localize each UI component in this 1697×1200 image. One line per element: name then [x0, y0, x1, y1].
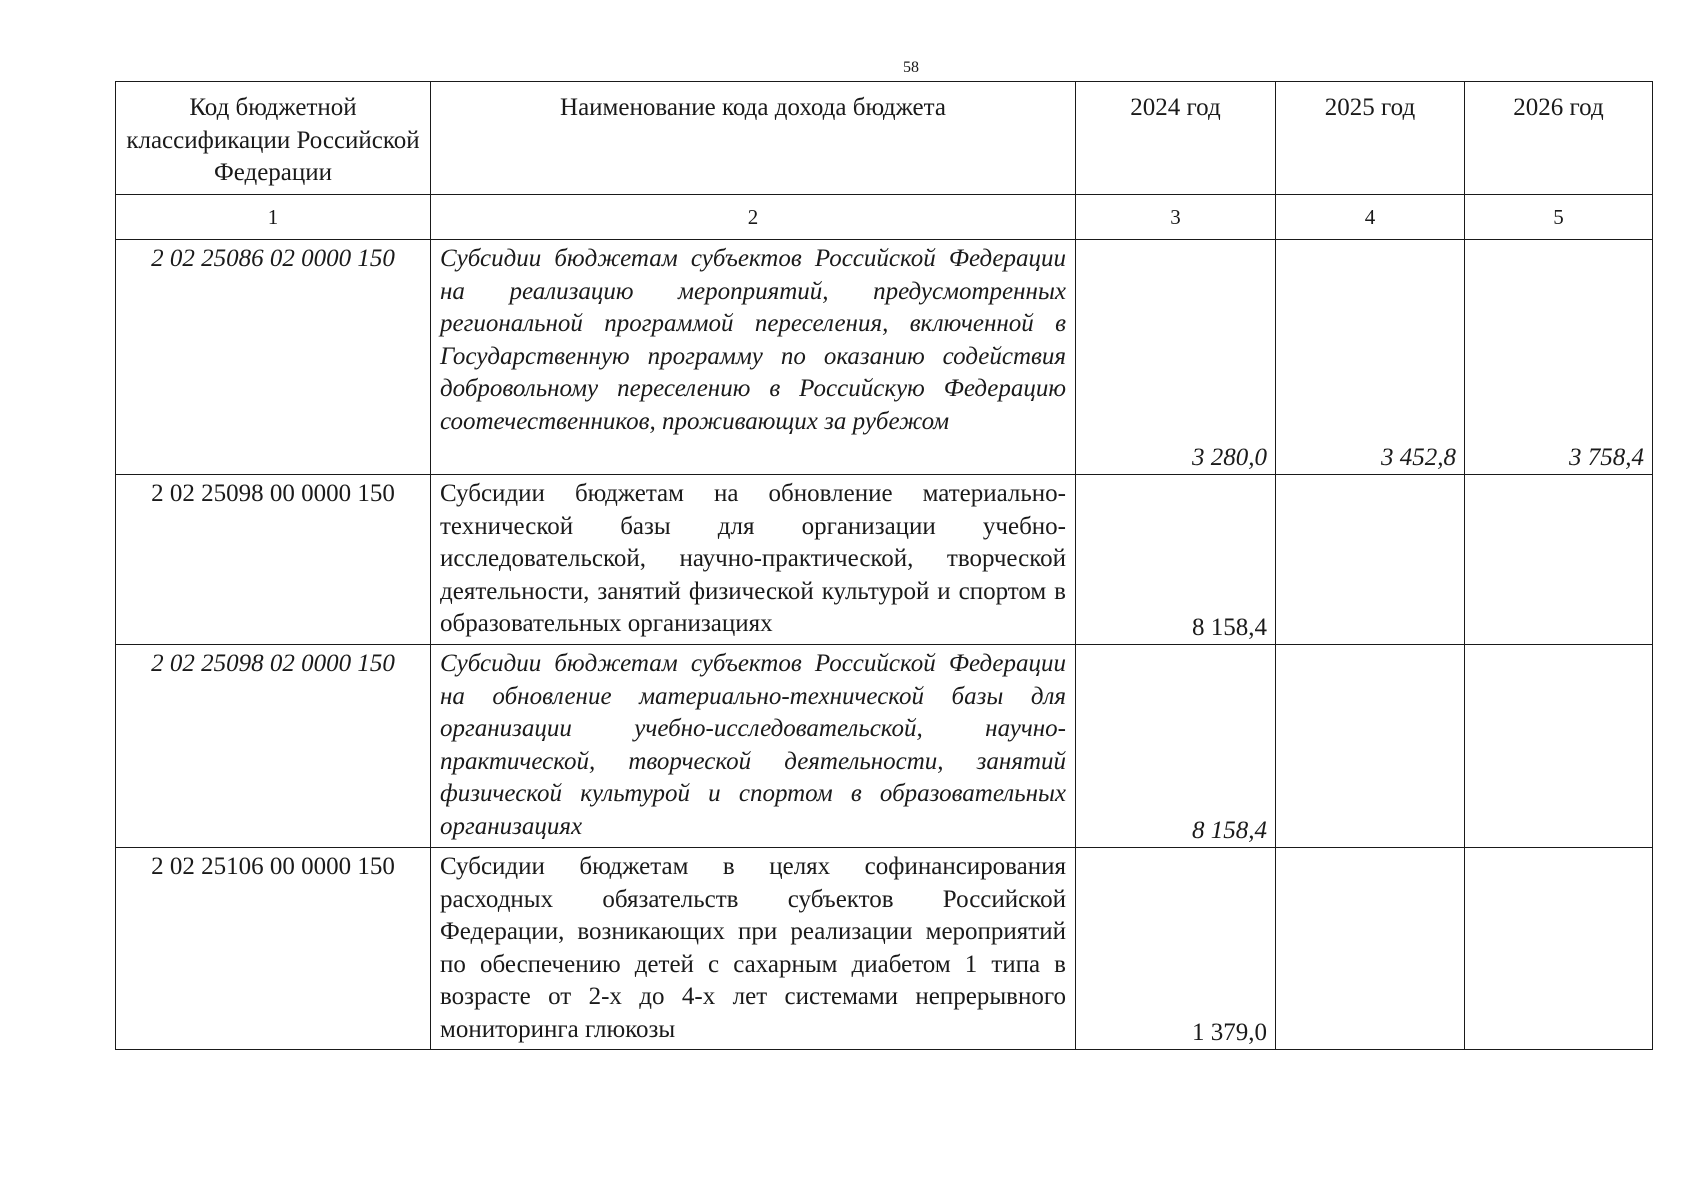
value-2024-cell: 8 158,4 — [1076, 645, 1276, 848]
income-name-cell: Субсидии бюджетам на обновление материально-технической базы для организации учебно-исследовательской, научно-практической, творческой деятельности, занятий физической культурой и спортом в образовательных организациях — [431, 475, 1076, 645]
value-2026-cell: 3 758,4 — [1465, 240, 1653, 475]
value-2024-cell: 1 379,0 — [1076, 848, 1276, 1050]
column-number: 2 — [431, 195, 1076, 240]
value-2025-cell — [1276, 848, 1465, 1050]
value-2025-cell — [1276, 475, 1465, 645]
header-budget-code: Код бюджетной классификации Российской Федерации — [116, 82, 431, 195]
header-year-2026: 2026 год — [1465, 82, 1653, 195]
budget-code-cell: 2 02 25106 00 0000 150 — [116, 848, 431, 1050]
income-name-cell: Субсидии бюджетам в целях софинансирования расходных обязательств субъектов Российской Федерации, возникающих при реализации мероприятий по обеспечению детей с сахарным диабетом 1 типа в возрасте от 2-х до 4-х лет системами непрерывного мониторинга глюкозы — [431, 848, 1076, 1050]
column-number-row — [116, 195, 1653, 240]
column-number: 3 — [1076, 195, 1276, 240]
column-number: 4 — [1276, 195, 1465, 240]
header-income-name: Наименование кода дохода бюджета — [431, 82, 1076, 195]
value-2026-cell — [1465, 645, 1653, 848]
column-number: 1 — [116, 195, 431, 240]
value-2025-cell — [1276, 645, 1465, 848]
budget-code-cell: 2 02 25098 00 0000 150 — [116, 475, 431, 645]
table-header-row — [116, 82, 1653, 195]
income-name-cell: Субсидии бюджетам субъектов Российской Федерации на реализацию мероприятий, предусмотренных региональной программой переселения, включенной в Государственную программу по оказанию содействия добровольному переселению в Российскую Федерацию соотечественников, проживающих за рубежом — [431, 240, 1076, 475]
table-row — [116, 240, 1653, 475]
value-2024-cell: 3 280,0 — [1076, 240, 1276, 475]
budget-code-cell: 2 02 25086 02 0000 150 — [116, 240, 431, 475]
value-2026-cell — [1465, 475, 1653, 645]
table-row — [116, 645, 1653, 848]
value-2025-cell: 3 452,8 — [1276, 240, 1465, 475]
value-2024-cell: 8 158,4 — [1076, 475, 1276, 645]
budget-code-cell: 2 02 25098 02 0000 150 — [116, 645, 431, 848]
budget-income-table — [115, 81, 1653, 1050]
header-year-2025: 2025 год — [1276, 82, 1465, 195]
table-row — [116, 848, 1653, 1050]
column-number: 5 — [1465, 195, 1653, 240]
page-number: 58 — [903, 59, 919, 76]
income-name-cell: Субсидии бюджетам субъектов Российской Федерации на обновление материально-технической базы для организации учебно-исследовательской, научно-практической, творческой деятельности, занятий физической культурой и спортом в образовательных организациях — [431, 645, 1076, 848]
value-2026-cell — [1465, 848, 1653, 1050]
header-year-2024: 2024 год — [1076, 82, 1276, 195]
table-row — [116, 475, 1653, 645]
